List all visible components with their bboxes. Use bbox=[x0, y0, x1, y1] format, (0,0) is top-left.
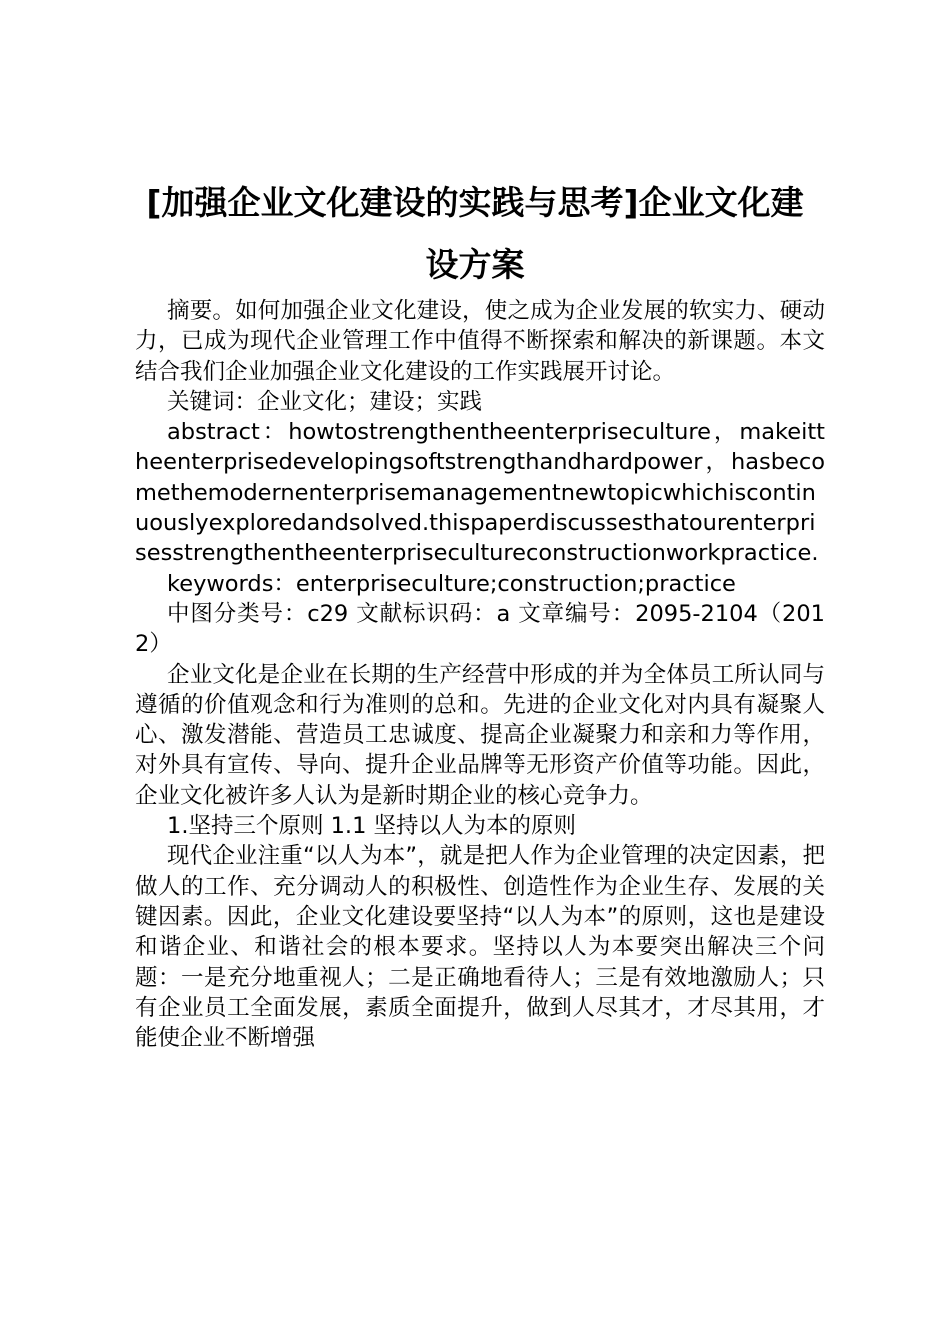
people-oriented-paragraph: 现代企业注重“以人为本”，就是把人作为企业管理的决定因素，把做人的工作、充分调动人的积极性、创造性作为企业生存、发展的关键因素。因此，企业文化建设要坚持“以人为本”的原则，这也是建设和谐企业、和谐社会的根本要求。坚持以人为本要突出解决三个问题：一是充分地重视人；二是正确地看待人；三是有效地激励人；只有企业员工全面发展，素质全面提升，做到人尽其才，才尽其用，才能使企业不断增强 bbox=[135, 843, 825, 1052]
keywords-en-paragraph: keywords：enterpriseculture;construction;practice bbox=[167, 570, 736, 597]
intro-paragraph: 企业文化是企业在长期的生产经营中形成的并为全体员工所认同与遵循的价值观念和行为准则的总和。先进的企业文化对内具有凝聚人心、激发潜能、营造员工忠诚度、提高企业凝聚力和亲和力等作用，对外具有宣传、导向、提升企业品牌等无形资产价值等功能。因此，企业文化被许多人认为是新时期企业的核心竞争力。 bbox=[135, 661, 825, 809]
document-title-line-1: [加强企业文化建设的实践与思考]企业文化建 bbox=[146, 183, 804, 222]
document-title bbox=[120, 183, 830, 285]
document-title-line-2: 设方案 bbox=[425, 245, 525, 284]
document-body bbox=[135, 296, 825, 1053]
abstract-en-paragraph: abstract：howtostrengthentheenterpriseculture，makeittheenterprisedevelopingsoftstrengthandhardpower，hasbecomethemodernenterprisemanagementnewtopicwhichiscontinuouslyexploredandsolved.thispaperdiscussesthatourenterprisesstrengthentheenterprisecultureconstructionworkpractice. bbox=[135, 419, 825, 567]
classification-paragraph: 中图分类号：c29 文献标识码：a 文章编号：2095-2104（2012） bbox=[135, 600, 825, 658]
abstract-zh-paragraph: 摘要。如何加强企业文化建设，使之成为企业发展的软实力、硬动力，已成为现代企业管理工作中值得不断探索和解决的新课题。本文结合我们企业加强企业文化建设的工作实践展开讨论。 bbox=[135, 298, 825, 385]
section-heading-paragraph: 1.坚持三个原则 1.1 坚持以人为本的原则 bbox=[167, 813, 577, 840]
keywords-zh-paragraph: 关键词：企业文化；建设；实践 bbox=[167, 388, 483, 415]
